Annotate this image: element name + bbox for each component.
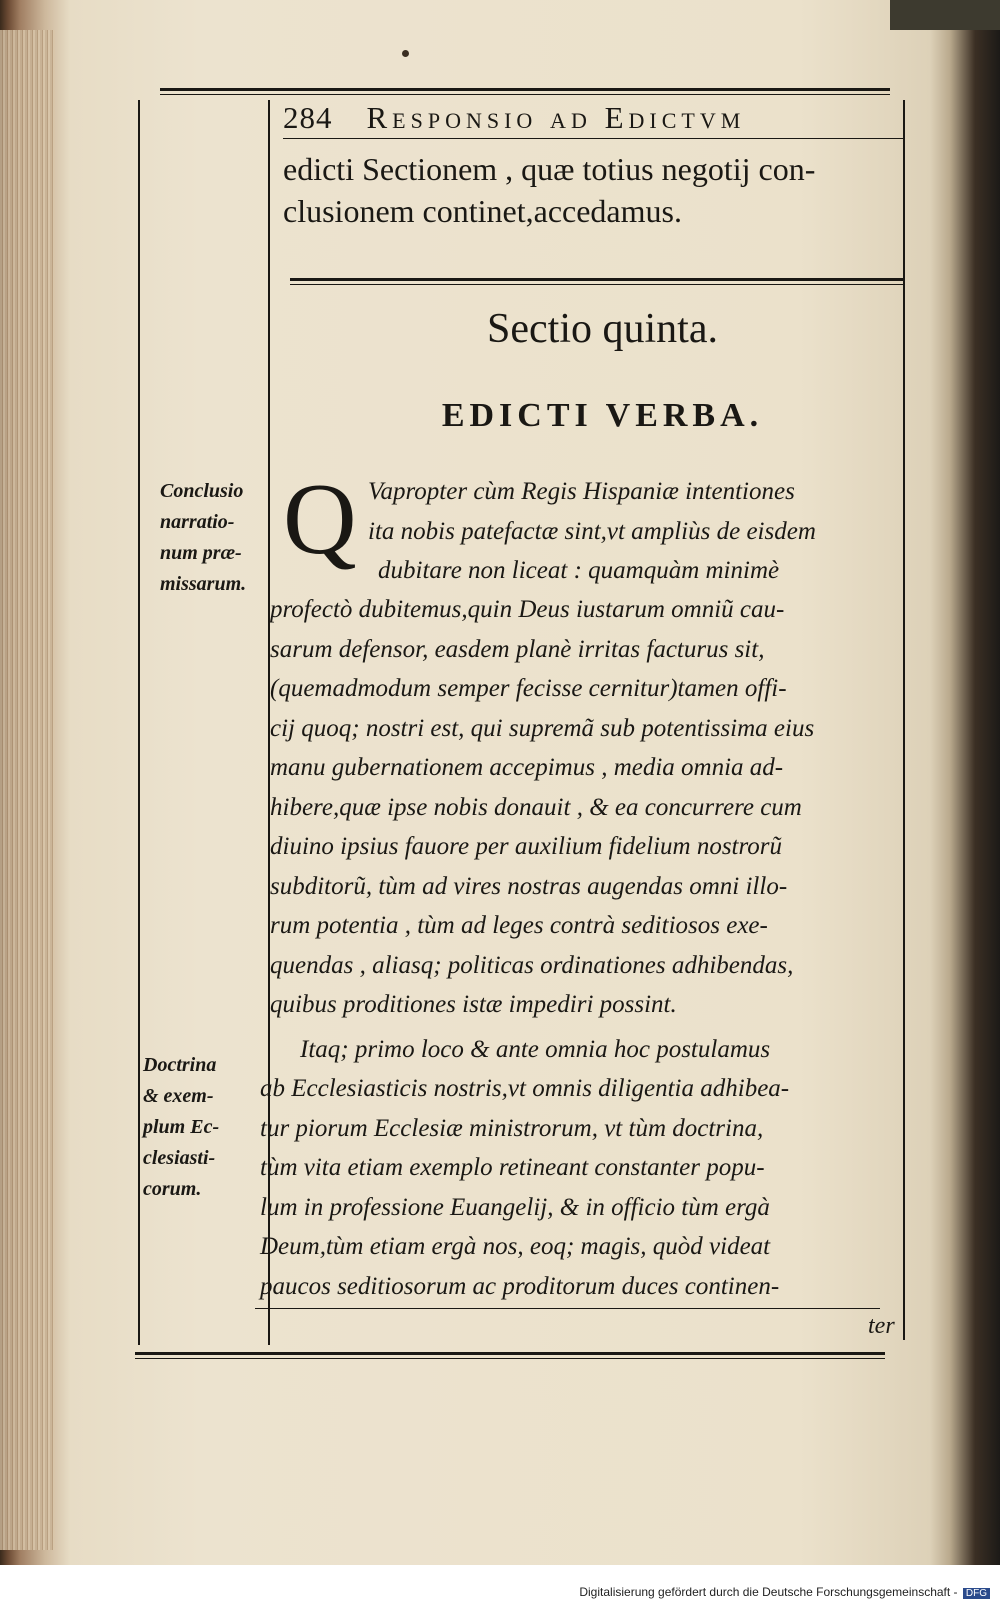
paragraph-1-opening	[368, 472, 816, 551]
text-line: subditorũ, tùm ad vires nostras augendas omni illo-	[270, 872, 788, 900]
running-title: Responsio ad Edictvm	[366, 100, 746, 135]
credit-text: Digitalisierung gefördert durch die Deutsche Forschungsgemeinschaft -	[579, 1585, 958, 1599]
running-header	[283, 100, 913, 140]
section-title: Sectio quinta.	[487, 306, 718, 352]
text-line: hibere,quæ ipse nobis donauit , & ea concurrere cum	[270, 793, 802, 821]
margin-note-line: narratio-	[160, 511, 235, 533]
bottom-text-rule	[255, 1308, 880, 1309]
text-line: quendas , aliasq; politicas ordinationes adhibendas,	[270, 951, 794, 979]
text-line: rum potentia , tùm ad leges contrà seditiosos exe-	[270, 912, 768, 939]
dfg-logo: DFG	[963, 1588, 990, 1599]
paragraph-1-line-3	[378, 551, 779, 591]
paragraph-1-body	[270, 590, 814, 1025]
text-line: tùm vita etiam exemplo retineant constanter popu-	[260, 1154, 765, 1181]
margin-note-line: Conclusio	[160, 480, 244, 502]
catchword: ter	[868, 1313, 895, 1339]
text-line: cij quoq; nostri est, qui supremã sub potentissima eius	[270, 714, 815, 742]
digitization-credit	[579, 1585, 990, 1599]
paragraph-2-first-line	[300, 1030, 770, 1070]
right-rule	[903, 100, 905, 1340]
section-subtitle: EDICTI VERBA.	[441, 397, 764, 434]
margin-note-doctrina	[143, 1050, 219, 1205]
page-stack-edge	[0, 30, 55, 1550]
text-line: profectò dubitemus,quin Deus iustarum omniũ cau-	[270, 596, 785, 623]
margin-note-line: Doctrina	[143, 1054, 217, 1076]
text-line: edicti Sectionem , quæ totius negotij con-	[283, 151, 816, 187]
margin-note-line: missarum.	[160, 573, 247, 595]
text-line: ita nobis patefactæ sint,vt ampliùs de eisdem	[368, 517, 816, 545]
paragraph-2-body	[260, 1069, 789, 1306]
text-line: lum in professione Euangelij, & in officio tùm ergà	[260, 1193, 770, 1221]
margin-note-line: corum.	[143, 1178, 202, 1200]
book-cover-edge	[890, 0, 1000, 30]
text-line: diuino ipsius fauore per auxilium fidelium nostrorũ	[270, 833, 783, 860]
margin-note-line: plum Ec-	[143, 1116, 220, 1138]
page-number: 284	[283, 100, 333, 135]
margin-note-line: & exem-	[143, 1085, 214, 1107]
text-line: sarum defensor, easdem planè irritas facturus sit,	[270, 635, 765, 663]
margin-note-line: clesiasti-	[143, 1147, 216, 1169]
ink-spot	[402, 50, 409, 57]
left-outer-rule	[138, 100, 140, 1345]
continuation-text	[283, 148, 923, 232]
text-line: dubitare non liceat : quamquàm minimè	[378, 557, 780, 584]
text-line: Deum,tùm etiam ergà nos, eoq; magis, quòd videat	[260, 1233, 771, 1260]
top-border-rule-inner	[160, 94, 890, 95]
text-line: tur piorum Ecclesiæ ministrorum, vt tùm doctrina,	[260, 1114, 764, 1142]
drop-cap: Q	[283, 463, 357, 576]
text-line: clusionem continet,accedamus.	[283, 193, 682, 229]
text-line: (quemadmodum semper fecisse cernitur)tamen offi-	[270, 675, 787, 702]
text-line: manu gubernationem accepimus , media omnia ad-	[270, 754, 784, 781]
section-rule	[290, 278, 903, 281]
text-line: quibus proditiones istæ impediri possint.	[270, 991, 677, 1018]
text-line: Itaq; primo loco & ante omnia hoc postulamus	[300, 1036, 771, 1063]
section-rule-thin	[290, 284, 903, 285]
text-line: Vapropter cùm Regis Hispaniæ intentiones	[368, 478, 795, 505]
bottom-border-rule-inner	[135, 1358, 885, 1359]
top-border-rule	[160, 88, 890, 91]
margin-note-conclusio	[160, 476, 246, 600]
margin-note-line: num præ-	[160, 542, 242, 564]
bottom-border-rule	[135, 1352, 885, 1355]
text-line: paucos seditiosorum ac proditorum duces continen-	[260, 1272, 780, 1300]
text-line: ab Ecclesiasticis nostris,vt omnis diligentia adhibea-	[260, 1075, 790, 1102]
